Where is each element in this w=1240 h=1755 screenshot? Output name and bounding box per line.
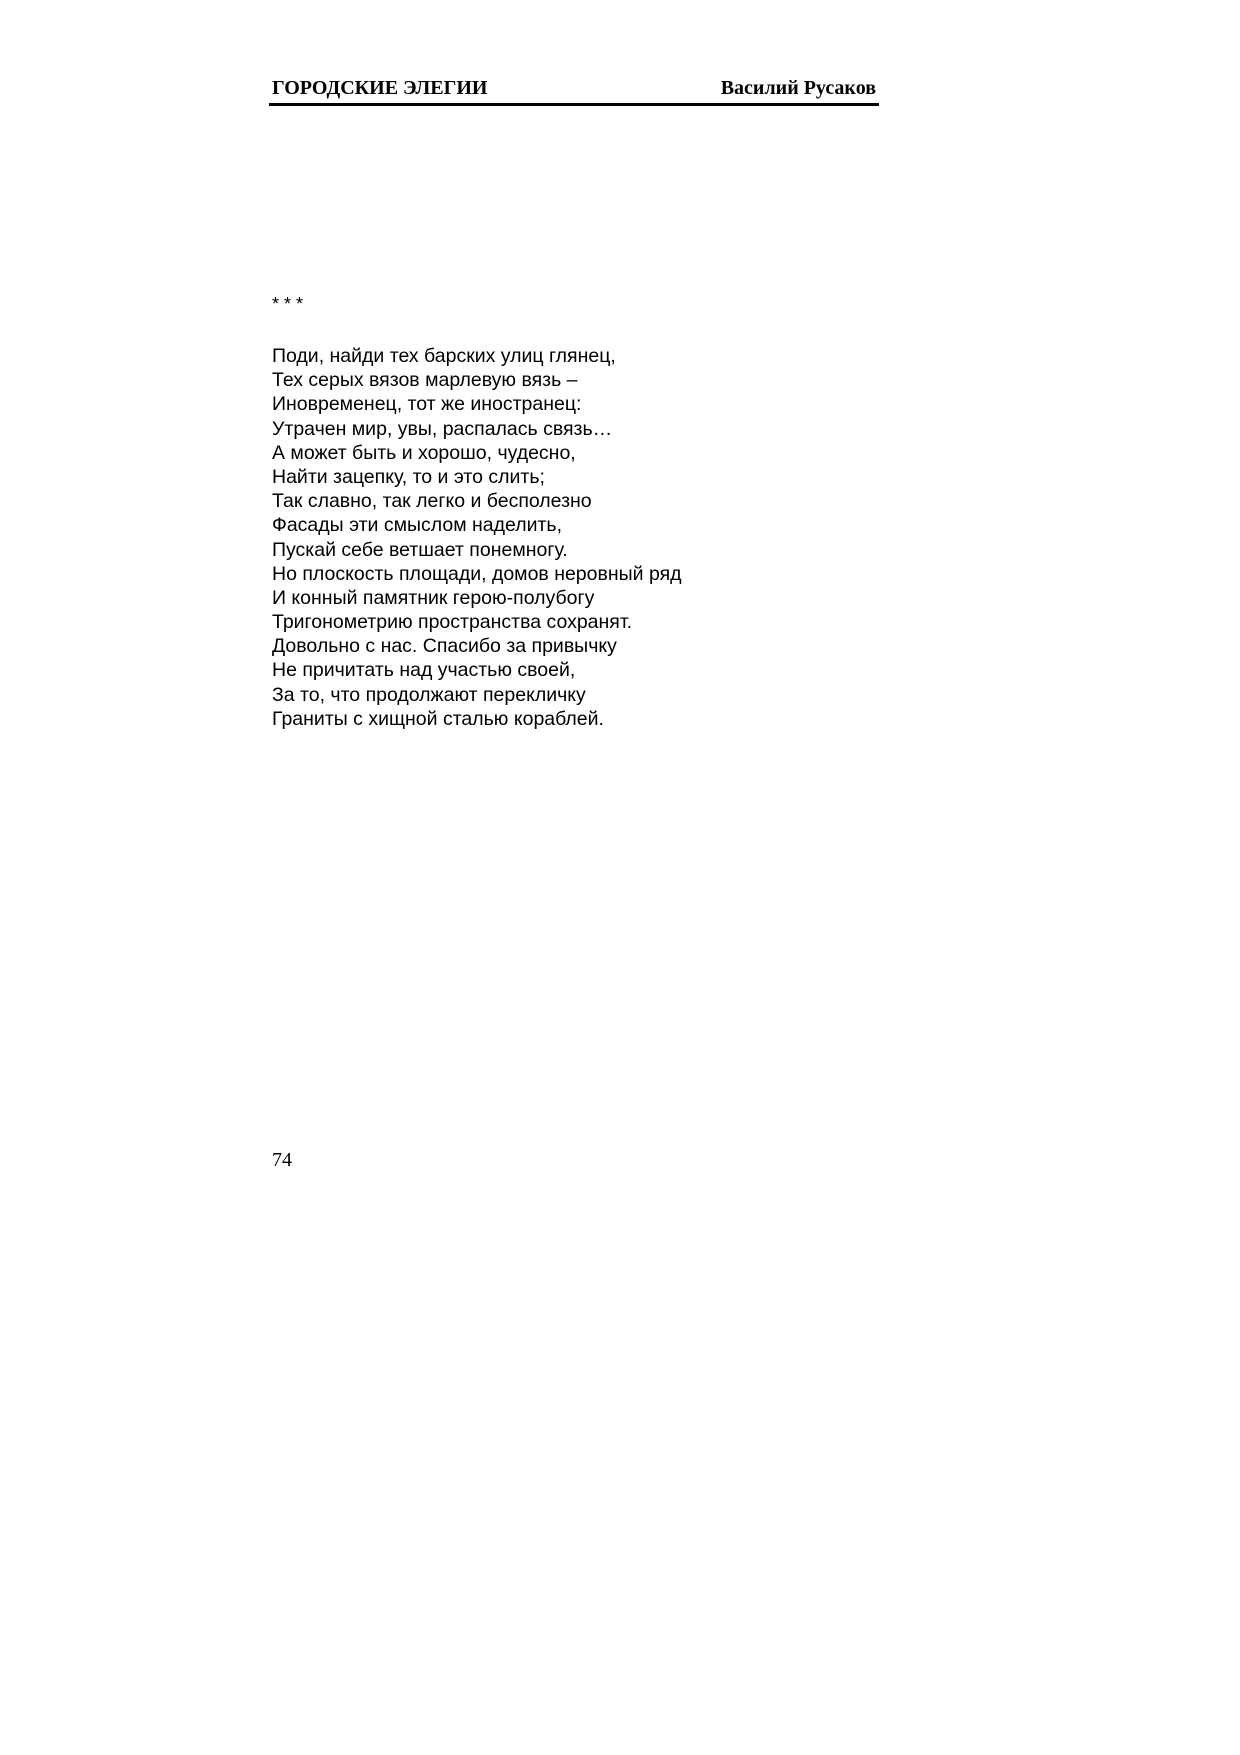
section-divider-asterisks: * * * [272, 294, 304, 314]
book-title: ГОРОДСКИЕ ЭЛЕГИИ [272, 77, 488, 99]
poem-line: Поди, найди тех барских улиц глянец, [272, 345, 616, 367]
poem-line: Найти зацепку, то и это слить; [272, 465, 545, 488]
poem-line: Тех серых вязов марлевую вязь – [272, 369, 578, 392]
poem-line: Иновременец, тот же иностранец: [272, 393, 582, 416]
poem-line: И конный памятник герою-полубогу [272, 586, 595, 609]
poem-line: Не причитать над участью своей, [272, 659, 576, 682]
poem-line: За то, что продолжают перекличку [272, 683, 586, 706]
poem-line: Утрачен мир, увы, распалась связь… [272, 417, 613, 440]
poem-line: А может быть и хорошо, чудесно, [272, 441, 576, 464]
poem-line: Довольно с нас. Спасибо за привычку [272, 635, 617, 658]
poem-line: Граниты с хищной сталью кораблей. [272, 707, 604, 730]
poem-line: Но плоскость площади, домов неровный ряд [272, 562, 682, 585]
page-number: 74 [272, 1149, 292, 1171]
running-header [269, 73, 879, 106]
poem-line: Так славно, так легко и бесполезно [272, 490, 592, 513]
author-name: Василий Русаков [720, 77, 876, 99]
poem-line: Тригонометрию пространства сохранят. [272, 611, 633, 634]
poem-line: Фасады эти смыслом наделить, [272, 514, 562, 537]
poem-body [272, 344, 872, 731]
poem-line: Пускай себе ветшает понемногу. [272, 538, 568, 561]
